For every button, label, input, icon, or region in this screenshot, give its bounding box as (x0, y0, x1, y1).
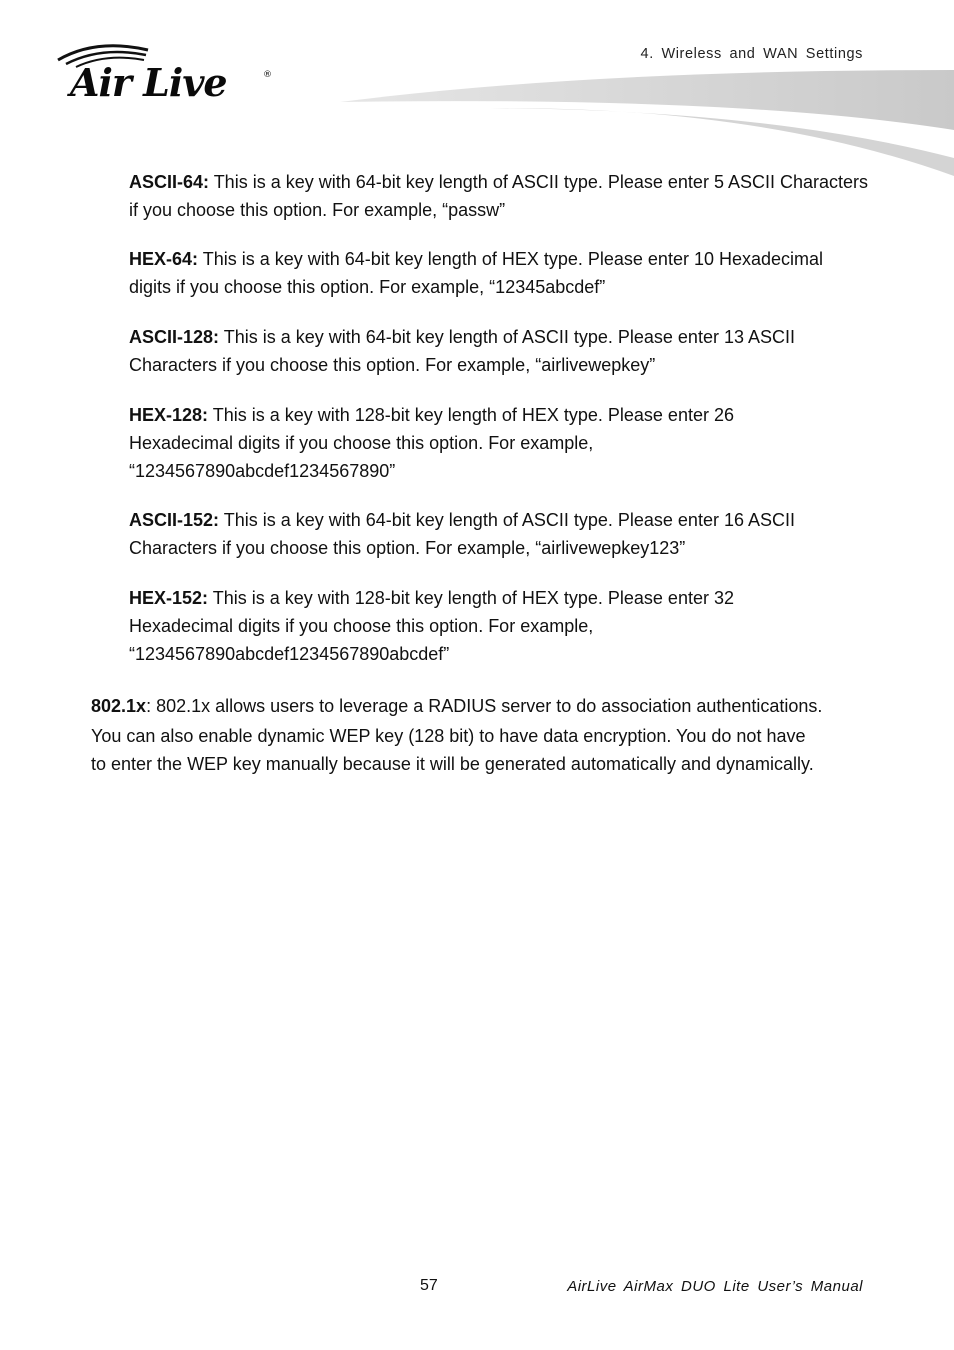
entry-term: HEX-128: (129, 405, 209, 425)
entry-hex-152 (129, 584, 789, 668)
entry-hex-128 (129, 401, 789, 485)
entry-text: This is a key with 64-bit key length of HEX type. Please enter 10 Hexadecimal digits if you choose this option. For example, “12345abcdef” (129, 249, 824, 297)
dot1x-line-2: You can also enable dynamic WEP key (128 bit) to have data encryption. You do not have (91, 726, 806, 746)
entry-term: ASCII-152: (129, 510, 220, 530)
dot1x-text: 802.1x allows users to leverage a RADIUS server to do association authentications. (151, 696, 823, 716)
entry-text: This is a key with 64-bit key length of ASCII type. Please enter 16 ASCII Characters if you choose this option. For example, “airlivewepkey123” (129, 510, 795, 558)
header-decorative-sweep (340, 66, 954, 180)
entry-ascii-64 (129, 168, 869, 224)
entry-ascii-128 (129, 323, 869, 379)
entry-term: ASCII-64: (129, 172, 210, 192)
entry-hex-64 (129, 245, 869, 301)
logo-wordmark: Air Live (70, 60, 227, 105)
entry-term: HEX-152: (129, 588, 209, 608)
section-title: 4. Wireless and WAN Settings (640, 46, 863, 62)
manual-title: AirLive AirMax DUO Lite User’s Manual (567, 1278, 863, 1295)
entry-term: ASCII-128: (129, 327, 220, 347)
entry-term: HEX-64: (129, 249, 199, 269)
dot1x-line-1 (91, 692, 881, 720)
entry-ascii-152 (129, 506, 869, 562)
entry-text: This is a key with 64-bit key length of ASCII type. Please enter 13 ASCII Characters if you choose this option. For example, “airlivewepkey” (129, 327, 795, 375)
registered-mark: ® (263, 70, 272, 80)
entry-text: This is a key with 128-bit key length of HEX type. Please enter 26 Hexadecimal digits if you choose this option. For example, “1234567890abcdef1234567890” (129, 405, 734, 481)
dot1x-paragraph (91, 692, 881, 778)
entry-text: This is a key with 64-bit key length of ASCII type. Please enter 5 ASCII Characters if you choose this option. For example, “passw” (129, 172, 869, 220)
dot1x-colon: : (146, 696, 152, 716)
airlive-logo (56, 40, 278, 110)
dot1x-line-3: to enter the WEP key manually because it will be generated automatically and dynamically. (91, 754, 814, 774)
dot1x-term: 802.1x (91, 696, 147, 716)
entry-text: This is a key with 128-bit key length of HEX type. Please enter 32 Hexadecimal digits if you choose this option. For example, “1234567890abcdef1234567890abcdef” (129, 588, 734, 664)
page-number: 57 (420, 1277, 438, 1294)
